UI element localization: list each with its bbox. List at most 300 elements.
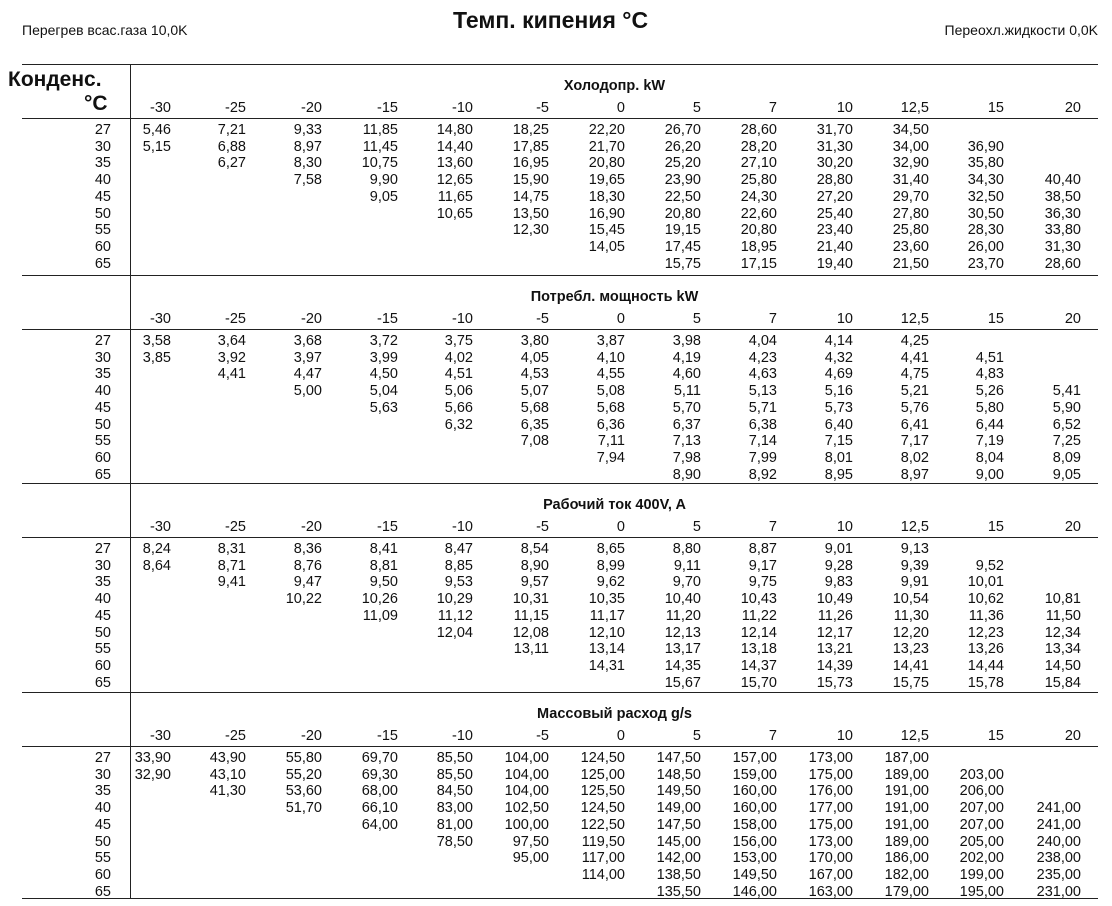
table-cell: 68,00 [361, 783, 398, 800]
section-header-divider [22, 329, 1098, 330]
table-cell: 5,41 [1052, 383, 1081, 400]
row-label: 50 [94, 205, 111, 222]
table-cell: 13,23 [892, 641, 929, 658]
table-cell: 5,26 [975, 383, 1004, 400]
column-header: -10 [452, 100, 473, 116]
table-cell: 135,50 [656, 883, 701, 900]
table-cell: 153,00 [732, 850, 777, 867]
table-cell: 36,30 [1044, 205, 1081, 222]
table-cell: 10,31 [512, 591, 549, 608]
table-cell: 43,90 [209, 750, 246, 766]
column-header: 7 [768, 728, 777, 744]
table-cell: 9,11 [673, 557, 701, 574]
table-cell: 4,55 [596, 366, 625, 383]
table-cell: 23,60 [892, 238, 929, 255]
table-cell: 9,05 [369, 188, 398, 205]
table-cell: 9,47 [293, 574, 322, 591]
table-cell: 27,20 [816, 188, 853, 205]
table-cell: 12,04 [436, 624, 473, 641]
table-cell: 7,13 [672, 433, 701, 450]
table-cell: 34,00 [892, 138, 929, 155]
table-cell: 145,00 [656, 833, 701, 850]
table-cell: 4,63 [748, 366, 777, 383]
table-cell: 147,50 [656, 816, 701, 833]
table-cell: 31,40 [892, 172, 929, 189]
table-cell: 5,00 [293, 383, 322, 400]
table-cell: 3,72 [369, 333, 398, 349]
table-cell: 14,50 [1044, 657, 1081, 674]
table-cell: 9,75 [748, 574, 777, 591]
table-cell: 19,65 [588, 172, 625, 189]
column-header: -15 [377, 311, 398, 327]
column-header: 12,5 [900, 728, 929, 744]
table-cell: 4,32 [824, 349, 853, 366]
condensing-unit: °C [84, 92, 108, 115]
section-border [22, 275, 1098, 276]
table-cell: 11,36 [968, 607, 1004, 624]
row-label: 35 [94, 155, 111, 172]
table-cell: 13,26 [967, 641, 1004, 658]
table-cell: 8,09 [1052, 449, 1081, 466]
table-cell: 191,00 [884, 816, 929, 833]
table-cell: 9,39 [900, 557, 929, 574]
column-header: 10 [836, 728, 853, 744]
section-border [22, 483, 1098, 484]
table-cell: 5,68 [520, 399, 549, 416]
table-cell: 12,13 [664, 624, 701, 641]
table-cell: 12,65 [436, 172, 473, 189]
table-cell: 14,31 [588, 657, 625, 674]
table-cell: 17,15 [740, 255, 777, 272]
table-cell: 32,90 [892, 155, 929, 172]
table-cell: 149,50 [732, 866, 777, 883]
row-label: 50 [94, 416, 111, 433]
row-label: 65 [94, 255, 111, 272]
column-header: 15 [987, 311, 1004, 327]
table-cell: 157,00 [732, 750, 777, 766]
table-cell: 9,05 [1052, 466, 1081, 483]
table-cell: 5,68 [596, 399, 625, 416]
column-header: -30 [150, 100, 171, 116]
column-header: -25 [225, 311, 246, 327]
table-cell: 182,00 [884, 866, 929, 883]
table-cell: 7,14 [748, 433, 777, 450]
table-cell: 6,36 [596, 416, 625, 433]
section-header-divider [22, 746, 1098, 747]
table-cell: 15,45 [588, 222, 625, 239]
row-label: 30 [94, 138, 111, 155]
table-cell: 18,25 [512, 122, 549, 138]
table-cell: 5,71 [748, 399, 777, 416]
table-cell: 28,60 [740, 122, 777, 138]
table-cell: 7,94 [596, 449, 625, 466]
table-cell: 6,88 [217, 138, 246, 155]
row-label: 60 [94, 866, 111, 883]
table-cell: 4,02 [444, 349, 473, 366]
section-header-divider [22, 537, 1098, 538]
table-cell: 28,80 [816, 172, 853, 189]
table-cell: 9,50 [369, 574, 398, 591]
section-title: Рабочий ток 400V, A [543, 497, 686, 513]
table-cell: 149,00 [656, 800, 701, 817]
table-cell: 5,08 [596, 383, 625, 400]
table-cell: 16,90 [588, 205, 625, 222]
table-cell: 10,54 [892, 591, 929, 608]
superheat-note: Перегрев всас.газа 10,0K [22, 22, 188, 38]
table-cell: 5,63 [369, 399, 398, 416]
table-cell: 32,50 [967, 188, 1004, 205]
table-cell: 8,85 [444, 557, 473, 574]
table-cell: 4,14 [824, 333, 853, 349]
table-cell: 9,62 [596, 574, 625, 591]
table-cell: 11,30 [893, 607, 929, 624]
row-label: 55 [94, 641, 111, 658]
table-cell: 15,73 [816, 674, 853, 691]
column-header: 5 [692, 728, 701, 744]
table-cell: 28,60 [1044, 255, 1081, 272]
table-cell: 21,40 [816, 238, 853, 255]
table-cell: 191,00 [884, 783, 929, 800]
table-cell: 14,39 [816, 657, 853, 674]
table-cell: 12,08 [512, 624, 549, 641]
row-label: 60 [94, 657, 111, 674]
table-cell: 15,75 [664, 255, 701, 272]
table-cell: 11,26 [817, 607, 853, 624]
table-cell: 32,90 [134, 766, 171, 783]
table-cell: 240,00 [1036, 833, 1081, 850]
table-cell: 40,40 [1044, 172, 1081, 189]
column-header: -30 [150, 311, 171, 327]
table-cell: 83,00 [436, 800, 473, 817]
table-cell: 5,46 [142, 122, 171, 138]
table-cell: 55,20 [285, 766, 322, 783]
table-cell: 7,08 [520, 433, 549, 450]
table-cell: 5,80 [975, 399, 1004, 416]
table-cell: 12,34 [1044, 624, 1081, 641]
table-cell: 3,58 [142, 333, 171, 349]
table-cell: 207,00 [959, 800, 1004, 817]
table-cell: 36,90 [967, 138, 1004, 155]
table-cell: 8,97 [293, 138, 322, 155]
table-cell: 8,04 [975, 449, 1004, 466]
column-header: 12,5 [900, 519, 929, 535]
table-cell: 10,22 [285, 591, 322, 608]
column-header: -30 [150, 519, 171, 535]
table-cell: 205,00 [959, 833, 1004, 850]
column-header: -15 [377, 100, 398, 116]
table-cell: 179,00 [884, 883, 929, 900]
table-cell: 100,00 [504, 816, 549, 833]
table-cell: 125,00 [580, 766, 625, 783]
column-header: -10 [452, 728, 473, 744]
table-cell: 6,32 [444, 416, 473, 433]
row-label: 40 [94, 800, 111, 817]
table-cell: 8,64 [142, 557, 171, 574]
row-label: 40 [94, 172, 111, 189]
table-cell: 9,28 [824, 557, 853, 574]
table-cell: 177,00 [808, 800, 853, 817]
column-header: 0 [616, 728, 625, 744]
table-cell: 117,00 [581, 850, 625, 867]
table-cell: 15,84 [1044, 674, 1081, 691]
table-cell: 142,00 [656, 850, 701, 867]
table-cell: 25,80 [892, 222, 929, 239]
table-cell: 160,00 [732, 800, 777, 817]
table-cell: 5,16 [824, 383, 853, 400]
table-cell: 11,20 [665, 607, 701, 624]
table-cell: 7,99 [748, 449, 777, 466]
table-cell: 173,00 [808, 833, 853, 850]
table-cell: 14,40 [436, 138, 473, 155]
column-header: 0 [616, 519, 625, 535]
table-cell: 26,70 [664, 122, 701, 138]
table-cell: 78,50 [436, 833, 473, 850]
table-cell: 104,00 [504, 766, 549, 783]
table-cell: 31,70 [816, 122, 853, 138]
column-header: 20 [1064, 728, 1081, 744]
table-cell: 12,10 [588, 624, 625, 641]
table-cell: 8,30 [293, 155, 322, 172]
table-cell: 4,47 [293, 366, 322, 383]
table-cell: 163,00 [808, 883, 853, 900]
table-cell: 11,15 [513, 607, 549, 624]
column-header: -15 [377, 519, 398, 535]
table-cell: 9,53 [444, 574, 473, 591]
column-header: 0 [616, 100, 625, 116]
table-cell: 170,00 [808, 850, 853, 867]
table-cell: 9,13 [900, 541, 929, 557]
column-header: 10 [836, 519, 853, 535]
table-cell: 22,60 [740, 205, 777, 222]
table-cell: 4,25 [900, 333, 929, 349]
table-cell: 7,98 [672, 449, 701, 466]
table-cell: 102,50 [504, 800, 549, 817]
table-cell: 24,30 [740, 188, 777, 205]
table-cell: 8,80 [672, 541, 701, 557]
table-cell: 7,15 [824, 433, 853, 450]
table-cell: 10,26 [361, 591, 398, 608]
table-cell: 4,60 [672, 366, 701, 383]
table-cell: 231,00 [1036, 883, 1081, 900]
table-cell: 8,97 [900, 466, 929, 483]
condensing-label: Конденс. [8, 68, 102, 91]
table-cell: 85,50 [436, 750, 473, 766]
table-cell: 10,29 [436, 591, 473, 608]
table-cell: 38,50 [1044, 188, 1081, 205]
table-cell: 3,98 [672, 333, 701, 349]
column-header: 20 [1064, 311, 1081, 327]
table-cell: 9,91 [900, 574, 929, 591]
table-bottom-border [22, 898, 1098, 899]
table-cell: 14,44 [967, 657, 1004, 674]
table-cell: 43,10 [209, 766, 246, 783]
table-cell: 3,97 [293, 349, 322, 366]
column-header: 20 [1064, 519, 1081, 535]
table-cell: 8,01 [824, 449, 853, 466]
table-cell: 6,44 [975, 416, 1004, 433]
table-cell: 5,06 [444, 383, 473, 400]
column-header: -25 [225, 100, 246, 116]
table-cell: 16,95 [512, 155, 549, 172]
table-cell: 176,00 [808, 783, 853, 800]
row-label: 30 [94, 557, 111, 574]
table-top-border [22, 64, 1098, 65]
section-title: Потребл. мощность kW [530, 289, 699, 305]
table-cell: 104,00 [504, 750, 549, 766]
table-cell: 8,95 [824, 466, 853, 483]
table-cell: 4,19 [672, 349, 701, 366]
table-cell: 15,78 [967, 674, 1004, 691]
row-label: 35 [94, 574, 111, 591]
table-cell: 15,70 [740, 674, 777, 691]
table-cell: 15,67 [664, 674, 701, 691]
table-cell: 8,81 [369, 557, 398, 574]
row-label: 27 [94, 750, 111, 766]
table-cell: 22,20 [588, 122, 625, 138]
page-title: Темп. кипения °C [453, 7, 649, 33]
table-cell: 25,80 [740, 172, 777, 189]
table-cell: 3,85 [142, 349, 171, 366]
table-cell: 12,17 [816, 624, 853, 641]
row-label: 55 [94, 433, 111, 450]
table-cell: 6,38 [748, 416, 777, 433]
table-cell: 9,83 [824, 574, 853, 591]
table-cell: 207,00 [959, 816, 1004, 833]
table-cell: 12,23 [967, 624, 1004, 641]
table-cell: 30,50 [967, 205, 1004, 222]
row-label: 55 [94, 222, 111, 239]
table-cell: 4,41 [217, 366, 246, 383]
table-cell: 31,30 [1044, 238, 1081, 255]
table-cell: 8,87 [748, 541, 777, 557]
column-header: 12,5 [900, 100, 929, 116]
table-cell: 14,41 [892, 657, 929, 674]
column-header: 0 [616, 311, 625, 327]
row-label: 45 [94, 399, 111, 416]
table-cell: 4,51 [975, 349, 1004, 366]
table-cell: 4,51 [444, 366, 473, 383]
table-cell: 6,40 [824, 416, 853, 433]
table-cell: 9,52 [975, 557, 1004, 574]
table-cell: 8,76 [293, 557, 322, 574]
table-cell: 17,45 [664, 238, 701, 255]
table-cell: 241,00 [1036, 816, 1081, 833]
row-label: 45 [94, 607, 111, 624]
table-cell: 17,85 [512, 138, 549, 155]
table-cell: 33,90 [134, 750, 171, 766]
row-header-divider [130, 64, 131, 898]
table-cell: 6,41 [900, 416, 929, 433]
column-header: 5 [692, 519, 701, 535]
table-cell: 149,50 [656, 783, 701, 800]
table-cell: 9,00 [975, 466, 1004, 483]
table-cell: 34,30 [967, 172, 1004, 189]
table-cell: 7,21 [217, 122, 246, 138]
table-cell: 5,66 [444, 399, 473, 416]
column-header: -15 [377, 728, 398, 744]
table-cell: 25,40 [816, 205, 853, 222]
table-cell: 4,10 [596, 349, 625, 366]
table-cell: 13,50 [512, 205, 549, 222]
column-header: -10 [452, 311, 473, 327]
table-cell: 3,87 [596, 333, 625, 349]
table-cell: 11,12 [437, 607, 473, 624]
table-cell: 20,80 [588, 155, 625, 172]
table-cell: 138,50 [656, 866, 701, 883]
table-cell: 41,30 [209, 783, 246, 800]
table-cell: 8,90 [672, 466, 701, 483]
column-header: -5 [536, 100, 549, 116]
table-cell: 29,70 [892, 188, 929, 205]
table-cell: 12,14 [740, 624, 777, 641]
table-cell: 11,65 [437, 188, 473, 205]
column-header: -20 [301, 728, 322, 744]
table-cell: 7,17 [900, 433, 929, 450]
table-cell: 27,10 [740, 155, 777, 172]
column-header: 7 [768, 519, 777, 535]
column-header: 15 [987, 728, 1004, 744]
table-cell: 3,99 [369, 349, 398, 366]
table-cell: 23,90 [664, 172, 701, 189]
section-border [22, 692, 1098, 693]
table-cell: 202,00 [959, 850, 1004, 867]
table-cell: 158,00 [732, 816, 777, 833]
table-cell: 3,80 [520, 333, 549, 349]
table-cell: 6,27 [217, 155, 246, 172]
table-cell: 10,43 [740, 591, 777, 608]
table-cell: 9,17 [748, 557, 777, 574]
table-cell: 28,20 [740, 138, 777, 155]
table-cell: 7,11 [597, 433, 625, 450]
row-label: 35 [94, 366, 111, 383]
table-cell: 9,70 [672, 574, 701, 591]
table-cell: 22,50 [664, 188, 701, 205]
table-cell: 187,00 [884, 750, 929, 766]
column-header: -5 [536, 519, 549, 535]
table-cell: 11,85 [362, 122, 398, 138]
table-cell: 8,99 [596, 557, 625, 574]
table-cell: 9,33 [293, 122, 322, 138]
row-label: 27 [94, 122, 111, 138]
table-cell: 66,10 [361, 800, 398, 817]
column-header: 7 [768, 100, 777, 116]
table-cell: 5,11 [673, 383, 701, 400]
table-cell: 14,80 [436, 122, 473, 138]
row-label: 40 [94, 591, 111, 608]
table-cell: 64,00 [361, 816, 398, 833]
table-cell: 175,00 [808, 816, 853, 833]
table-cell: 4,83 [975, 366, 1004, 383]
table-cell: 7,19 [975, 433, 1004, 450]
row-label: 60 [94, 238, 111, 255]
table-cell: 30,20 [816, 155, 853, 172]
table-cell: 28,30 [967, 222, 1004, 239]
table-cell: 10,65 [436, 205, 473, 222]
table-cell: 124,50 [580, 800, 625, 817]
column-header: -20 [301, 100, 322, 116]
table-cell: 14,05 [588, 238, 625, 255]
table-cell: 124,50 [580, 750, 625, 766]
table-cell: 10,62 [967, 591, 1004, 608]
table-cell: 13,11 [513, 641, 549, 658]
table-cell: 4,41 [900, 349, 929, 366]
table-cell: 11,09 [362, 607, 398, 624]
column-header: -30 [150, 728, 171, 744]
row-label: 55 [94, 850, 111, 867]
table-cell: 238,00 [1036, 850, 1081, 867]
table-cell: 235,00 [1036, 866, 1081, 883]
table-cell: 5,90 [1052, 399, 1081, 416]
